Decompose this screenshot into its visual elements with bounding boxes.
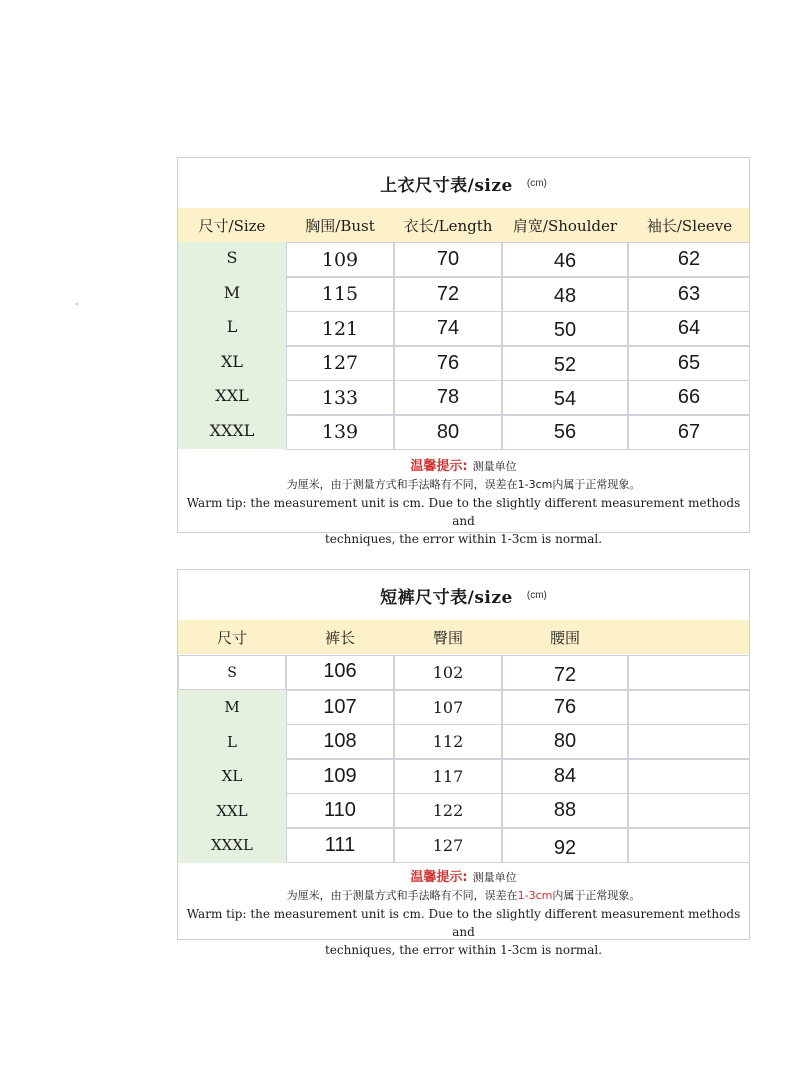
sleeve-value: 64: [628, 311, 750, 346]
bust-value: 121: [286, 311, 394, 346]
header-bust: 胸围/Bust: [305, 216, 375, 235]
tip-cn-text-end: 内属于正常现象。: [552, 478, 641, 491]
table-row: [178, 793, 749, 828]
waist-value: 84: [502, 759, 628, 794]
header-size: 尺寸: [216, 628, 247, 647]
length-value: 70: [394, 242, 502, 277]
length-value: 80: [394, 415, 502, 450]
bust-value: 115: [286, 277, 394, 312]
size-label: XL: [221, 767, 243, 785]
hip-value: 112: [394, 724, 502, 759]
header-shoulder: 肩宽/Shoulder: [512, 216, 618, 235]
size-label: XXXL: [209, 420, 255, 440]
size-label: XL: [220, 351, 243, 371]
header-length: 衣长/Length: [403, 216, 493, 235]
bust-value: 127: [286, 346, 394, 381]
tip-cn-range-highlight: 1-3cm: [517, 889, 553, 902]
sleeve-value: 63: [628, 277, 750, 312]
size-label: XXXL: [211, 836, 253, 854]
waist-value: 92: [502, 828, 628, 863]
table-row: [178, 380, 749, 415]
tip-cn-text-end: 内属于正常现象。: [552, 889, 641, 902]
hip-value: 117: [394, 759, 502, 794]
size-label: XXL: [216, 801, 248, 820]
size-label: S: [226, 248, 238, 267]
waist-value: 80: [502, 724, 628, 759]
shoulder-value: 48: [502, 277, 628, 312]
size-label: S: [178, 655, 286, 690]
bottom-table-header: [178, 620, 749, 654]
table-row: [178, 724, 749, 759]
bust-value: 139: [286, 415, 394, 450]
header-hip: 臀围: [432, 628, 463, 647]
size-label: L: [226, 317, 238, 336]
table-row: [178, 311, 749, 346]
table-row: [178, 277, 749, 312]
bottom-table-unit: (cm): [526, 589, 547, 601]
hip-value: 127: [394, 828, 502, 863]
tip-cn-text: 为厘米，由于测量方式和手法略有不同，误差在: [286, 478, 518, 491]
top-size-table: [177, 157, 750, 546]
bottom-table-title-text: 短裤尺寸表/size: [380, 587, 513, 608]
bottom-tip: [178, 867, 749, 959]
header-sleeve: 袖长/Sleeve: [646, 216, 733, 235]
stray-dot: [76, 303, 78, 305]
sleeve-value: 66: [628, 380, 750, 415]
pants-length-value: 108: [286, 724, 394, 759]
empty-cell: [628, 828, 750, 863]
top-table-title: [178, 158, 749, 208]
table-row: [178, 759, 749, 794]
tip-unit: 测量单位: [472, 460, 517, 473]
hip-value: 107: [394, 690, 502, 725]
length-value: 78: [394, 380, 502, 415]
size-label: M: [223, 282, 241, 302]
top-table-unit: (cm): [526, 177, 547, 189]
length-value: 72: [394, 277, 502, 312]
top-table-header: [178, 208, 749, 242]
sleeve-value: 62: [628, 242, 750, 277]
waist-value: 88: [502, 793, 628, 828]
shoulder-value: 50: [502, 311, 628, 346]
shoulder-value: 46: [502, 242, 628, 277]
empty-cell: [628, 759, 750, 794]
table-row: [178, 415, 749, 450]
shoulder-value: 52: [502, 346, 628, 381]
hip-value: 102: [394, 655, 502, 690]
tip-unit: 测量单位: [472, 871, 517, 884]
tip-chinese: [178, 476, 749, 494]
tip-label: 温馨提示:: [410, 459, 468, 474]
shoulder-value: 54: [502, 380, 628, 415]
bottom-table-title: [178, 570, 749, 620]
waist-value: 72: [502, 655, 628, 690]
tip-chinese: [178, 887, 749, 905]
empty-cell: [628, 793, 750, 828]
sleeve-value: 65: [628, 346, 750, 381]
header-waist: 腰围: [549, 628, 580, 647]
size-label: M: [224, 698, 240, 716]
sleeve-value: 67: [628, 415, 750, 450]
tip-english-line2: techniques, the error within 1-3cm is normal.: [324, 943, 603, 957]
tip-english-line1: Warm tip: the measurement unit is cm. Due to the slightly different measurement methods and: [186, 496, 741, 528]
table-row: [178, 690, 749, 725]
empty-cell: [628, 655, 750, 690]
table-row: [178, 242, 749, 277]
tip-english-line2: techniques, the error within 1-3cm is normal.: [324, 532, 603, 546]
empty-cell: [628, 690, 750, 725]
header-pants-length: 裤长: [324, 628, 355, 647]
tip-cn-range: 1-3cm: [517, 478, 553, 491]
pants-length-value: 111: [286, 828, 394, 863]
pants-length-value: 106: [286, 655, 394, 690]
table-row: [178, 346, 749, 381]
table-row: [178, 655, 749, 690]
length-value: 74: [394, 311, 502, 346]
header-size: 尺寸/Size: [198, 216, 266, 235]
tip-cn-text: 为厘米，由于测量方式和手法略有不同，误差在: [286, 889, 518, 902]
top-tip: [178, 456, 749, 548]
pants-length-value: 110: [286, 793, 394, 828]
pants-length-value: 109: [286, 759, 394, 794]
bust-value: 109: [286, 242, 394, 277]
tip-english-line1: Warm tip: the measurement unit is cm. Due to the slightly different measurement methods and: [186, 907, 741, 939]
size-label: XXL: [215, 386, 249, 405]
waist-value: 76: [502, 690, 628, 725]
empty-cell: [628, 724, 750, 759]
hip-value: 122: [394, 793, 502, 828]
shoulder-value: 56: [502, 415, 628, 450]
tip-label: 温馨提示:: [410, 870, 468, 885]
bottom-size-table: [177, 569, 750, 957]
size-label: L: [227, 732, 237, 751]
top-table-title-text: 上衣尺寸表/size: [380, 175, 513, 196]
bust-value: 133: [286, 380, 394, 415]
table-row: [178, 828, 749, 863]
pants-length-value: 107: [286, 690, 394, 725]
length-value: 76: [394, 346, 502, 381]
